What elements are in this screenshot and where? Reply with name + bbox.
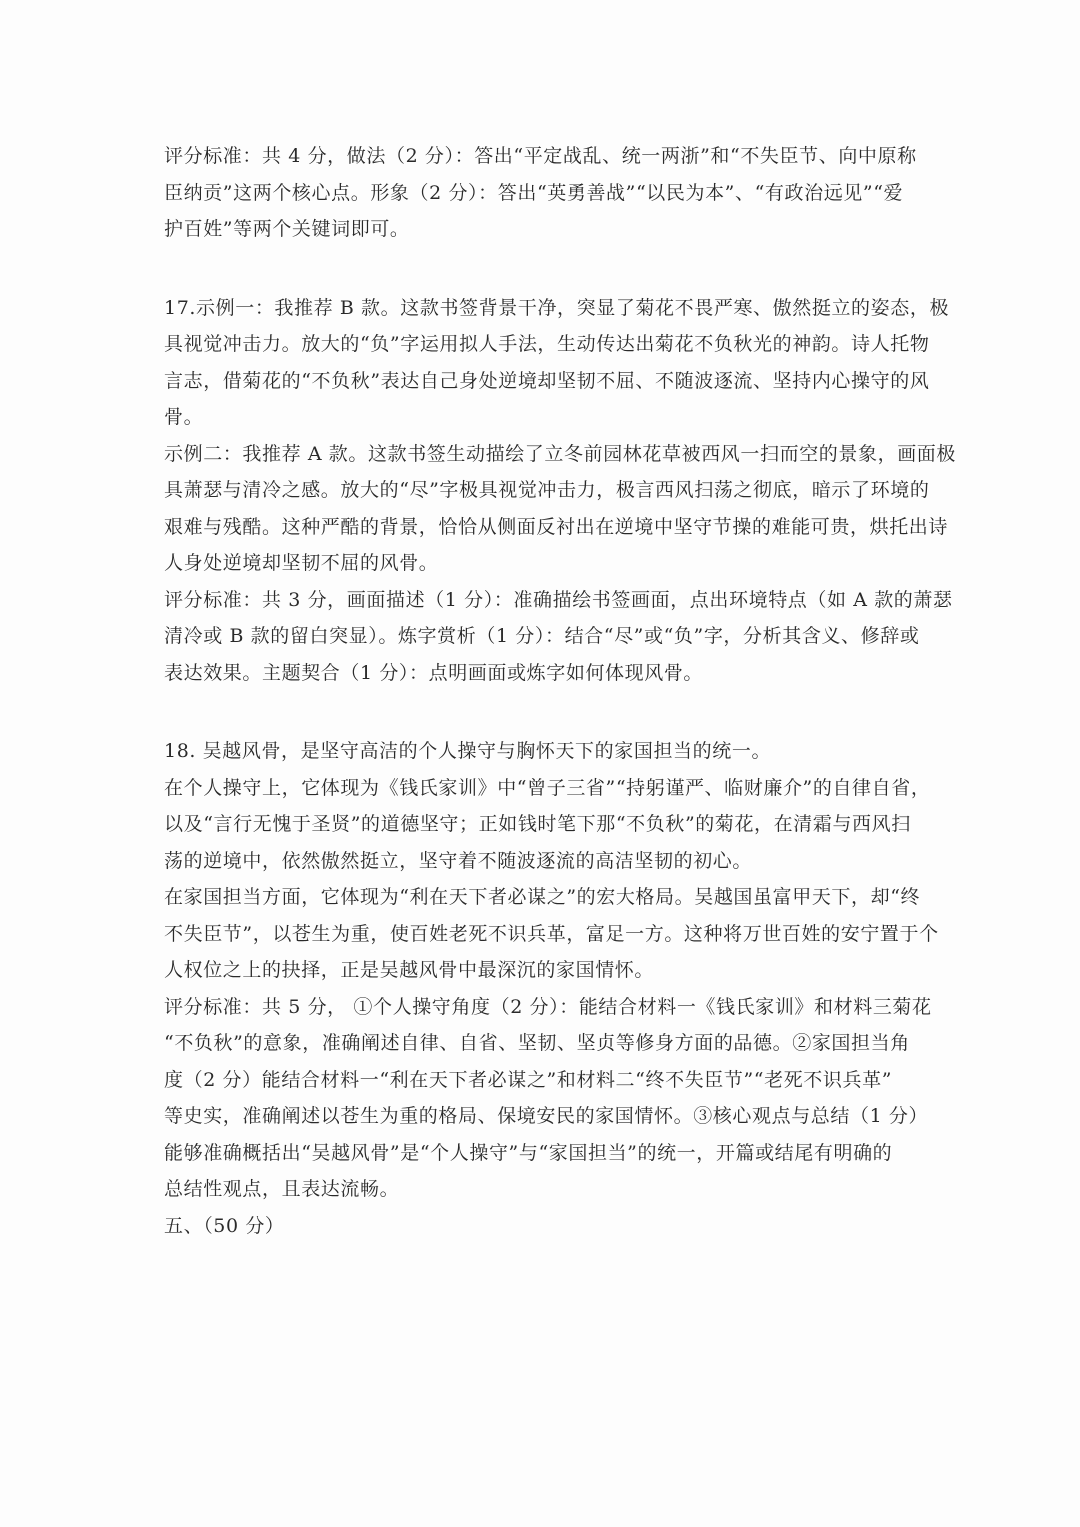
text-line: 等史实，准确阐述以苍生为重的格局、保境安民的家国情怀。③核心观点与总结（1 分） [164,1105,929,1127]
section-q16-scoring [164,138,916,248]
text-line: 言志，借菊花的“不负秋”表达自己身处逆境却坚韧不屈、不随波逐流、坚持内心操守的风 [164,369,930,392]
text-line: 17.示例一：我推荐 B 款。这款书签背景干净，突显了菊花不畏严寒、傲然挺立的姿态，极 [164,296,950,319]
text-line: 臣纳贡”这两个核心点。形象（2 分）：答出“英勇善战”“以民为本”、“有政治远见”“爱 [164,181,904,204]
section-spacer [164,248,916,290]
text-line: 荡的逆境中，依然傲然挺立，坚守着不随波逐流的高洁坚韧的初心。 [164,849,753,872]
text-line: 清冷或 B 款的留白突显）。炼字赏析（1 分）：结合“尽”或“负”字，分析其含义、修辞或 [164,625,920,647]
text-line: 骨。 [164,406,204,428]
section-q17 [164,290,957,692]
text-line: 在家国担当方面，它体现为“利在天下者必谋之”的宏大格局。吴越国虽富甲天下，却“终 [164,886,921,908]
text-line: 艰难与残酷。这种严酷的背景，恰恰从侧面反衬出在逆境中坚守节操的难能可贵，烘托出诗 [164,515,949,538]
section-heading: 五、（50 分） [164,1214,285,1237]
text-line: 总结性观点，且表达流畅。 [164,1178,400,1200]
section-q18 [164,733,939,1244]
text-line: “不负秋”的意象，准确阐述自律、自省、坚韧、坚贞等修身方面的品德。②家国担当角 [164,1032,910,1054]
text-line: 评分标准：共 3 分，画面描述（1 分）：准确描绘书签画面，点出环境特点（如 A 款的萧瑟 [164,588,953,611]
text-line: 能够准确概括出“吴越风骨”是“个人操守”与“家国担当”的统一，开篇或结尾有明确的 [164,1141,893,1164]
text-line: 评分标准：共 4 分，做法（2 分）：答出“平定战乱、统一两浙”和“不失臣节、向中原称 [164,145,917,167]
text-line: 人权位之上的抉择，正是吴越风骨中最深沉的家国情怀。 [164,959,655,981]
document-body [164,138,957,1244]
text-line: 示例二：我推荐 A 款。这款书签生动描绘了立冬前园林花草被西风一扫而空的景象，画面极 [164,442,957,465]
text-line: 评分标准：共 5 分， ①个人操守角度（2 分）：能结合材料一《钱氏家训》和材料三菊花 [164,995,932,1018]
text-line: 具视觉冲击力。放大的“负”字运用拟人手法，生动传达出菊花不负秋光的神韵。诗人托物 [164,333,930,355]
text-line: 人身处逆境却坚韧不屈的风骨。 [164,552,439,574]
text-line: 18. 吴越风骨，是坚守高洁的个人操守与胸怀天下的家国担当的统一。 [164,740,772,762]
text-line: 以及“言行无愧于圣贤”的道德坚守；正如钱时笔下那“不负秋”的菊花，在清霜与西风扫 [164,813,911,835]
text-line: 表达效果。主题契合（1 分）：点明画面或炼字如何体现风骨。 [164,661,704,684]
text-line: 护百姓”等两个关键词即可。 [164,218,410,240]
text-line: 不失臣节”，以苍生为重，使百姓老死不识兵革，富足一方。这种将万世百姓的安宁置于个 [164,922,939,945]
text-line: 在个人操守上，它体现为《钱氏家训》中“曾子三省”“持躬谨严、临财廉介”的自律自省， [164,776,931,799]
text-line: 度（2 分）能结合材料一“利在天下者必谋之”和材料二“终不失臣节”“老死不识兵革” [164,1068,893,1091]
text-line: 具萧瑟与清冷之感。放大的“尽”字极具视觉冲击力，极言西风扫荡之彻底，暗示了环境的 [164,479,930,501]
section-spacer [164,691,916,733]
